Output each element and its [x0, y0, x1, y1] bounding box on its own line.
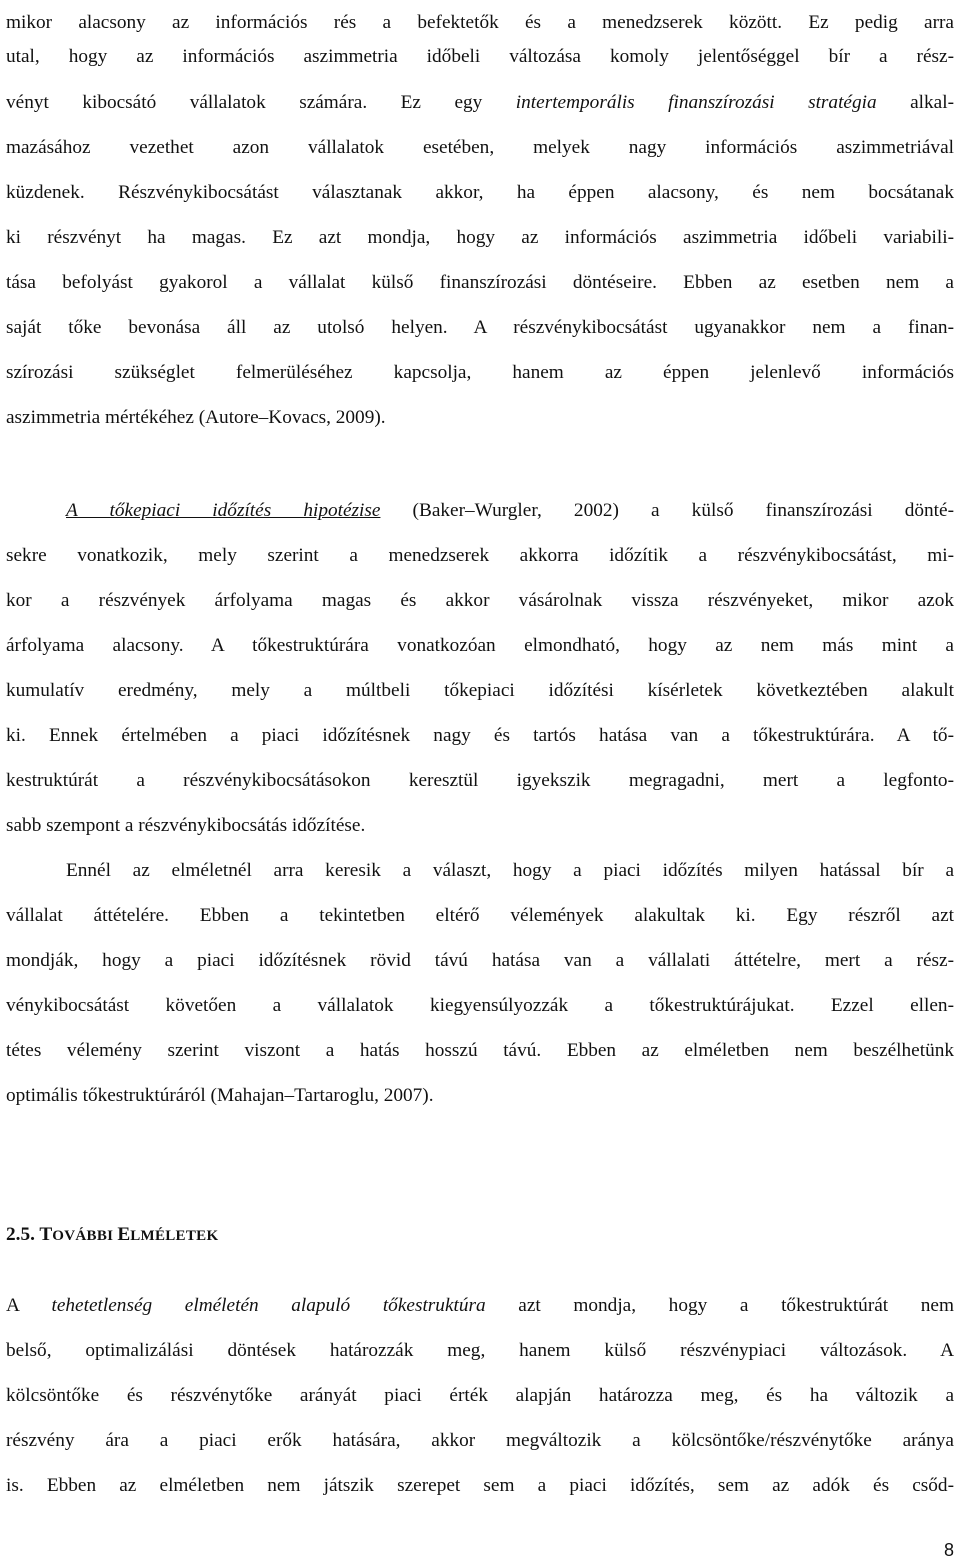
text-line: kor a részvények árfolyama magas és akkor vásárolnak vissza részvényeket, mikor azok — [6, 590, 954, 611]
text-line: sekre vonatkozik, mely szerint a menedzserek akkorra időzítik a részvénykibocsátást, mi- — [6, 545, 954, 566]
text-span: azt mondja, hogy a tőkestruktúrát nem — [485, 1295, 954, 1316]
text-line — [6, 80, 954, 126]
text-span: (Baker–Wurgler, 2002) a külső finanszírozási dönté- — [380, 500, 955, 521]
text-line: is. Ebben az elméletben nem játszik szerepet sem a piaci időzítés, sem az adók és csőd- — [6, 1475, 954, 1496]
section-number: 2.5. — [6, 1224, 40, 1245]
text-line: mikor alacsony az információs rés a befektetők és a menedzserek között. Ez pedig arra — [6, 12, 954, 33]
text-line — [6, 488, 954, 534]
text-line: vállalat áttételére. Ebben a tekintetben eltérő vélemények alakultak ki. Egy részről azt — [6, 905, 954, 926]
text-line: mazásához vezethet azon vállalatok esetében, melyek nagy információs aszimmetriával — [6, 137, 954, 158]
page-number: 8 — [943, 1540, 954, 1560]
text-line: aszimmetria mértékéhez (Autore–Kovacs, 2009). — [6, 407, 386, 428]
text-line: tása befolyást gyakorol a vállalat külső finanszírozási döntéseire. Ebben az esetben nem a — [6, 272, 954, 293]
section-heading — [6, 1213, 218, 1257]
heading-smallcaps: LMÉLETEK — [130, 1228, 219, 1244]
text-line: vénykibocsátást követően a vállalatok kiegyensúlyozzák a tőkestruktúrájukat. Ezzel ellen- — [6, 995, 954, 1016]
text-span: alkal- — [876, 92, 955, 113]
text-span: vényt kibocsátó vállalatok számára. Ez egy — [6, 92, 516, 113]
emphasis-text: A tőkepiaci időzítés hipotézise — [66, 500, 381, 521]
text-line: Ennél az elméletnél arra keresik a választ, hogy a piaci időzítés milyen hatással bír a — [66, 860, 954, 881]
text-line — [6, 1283, 954, 1329]
text-line: ki. Ennek értelmében a piaci időzítésnek nagy és tartós hatása van a tőkestruktúrára. A tő- — [6, 725, 954, 746]
emphasis-text: intertemporális finanszírozási stratégia — [515, 92, 877, 113]
text-line: küzdenek. Részvénykibocsátást választanak akkor, ha éppen alacsony, és nem bocsátanak — [6, 182, 954, 203]
text-line: utal, hogy az információs aszimmetria időbeli változása komoly jelentőséggel bír a rész- — [6, 46, 954, 67]
text-line: mondják, hogy a piaci időzítésnek rövid távú hatása van a vállalati áttételre, mert a rész- — [6, 950, 954, 971]
heading-smallcaps: OVÁBBI — [52, 1228, 118, 1244]
text-line: kestruktúrát a részvénykibocsátásokon keresztül igyekszik megragadni, mert a legfonto- — [6, 770, 954, 791]
heading-letter: E — [117, 1224, 131, 1245]
heading-letter: T — [39, 1224, 53, 1245]
text-line: árfolyama alacsony. A tőkestruktúrára vonatkozóan elmondható, hogy az nem más mint a — [6, 635, 954, 656]
text-line: saját tőke bevonása áll az utolsó helyen. A részvénykibocsátást ugyanakkor nem a finan- — [6, 317, 954, 338]
text-line: belső, optimalizálási döntések határozzák meg, hanem külső részvénypiaci változások. A — [6, 1340, 954, 1361]
text-line: kumulatív eredmény, mely a múltbeli tőkepiaci időzítési kísérletek következtében alakult — [6, 680, 954, 701]
text-span: A — [6, 1295, 52, 1316]
text-line: tétes vélemény szerint viszont a hatás hosszú távú. Ebben az elméletben nem beszélhetünk — [6, 1040, 954, 1061]
text-line: szírozási szükséglet felmerüléséhez kapcsolja, hanem az éppen jelenlevő információs — [6, 362, 954, 383]
text-line: optimális tőkestruktúráról (Mahajan–Tartaroglu, 2007). — [6, 1085, 434, 1106]
text-line: ki részvényt ha magas. Ez azt mondja, hogy az információs aszimmetria időbeli variabili- — [6, 227, 954, 248]
text-line: sabb szempont a részvénykibocsátás időzítése. — [6, 815, 366, 836]
emphasis-text: tehetetlenség elméletén alapuló tőkestruktúra — [51, 1295, 486, 1316]
text-line: kölcsöntőke és részvénytőke arányát piaci érték alapján határozza meg, és ha változik a — [6, 1385, 954, 1406]
text-line: részvény ára a piaci erők hatására, akkor megváltozik a kölcsöntőke/részvénytőke aránya — [6, 1430, 954, 1451]
